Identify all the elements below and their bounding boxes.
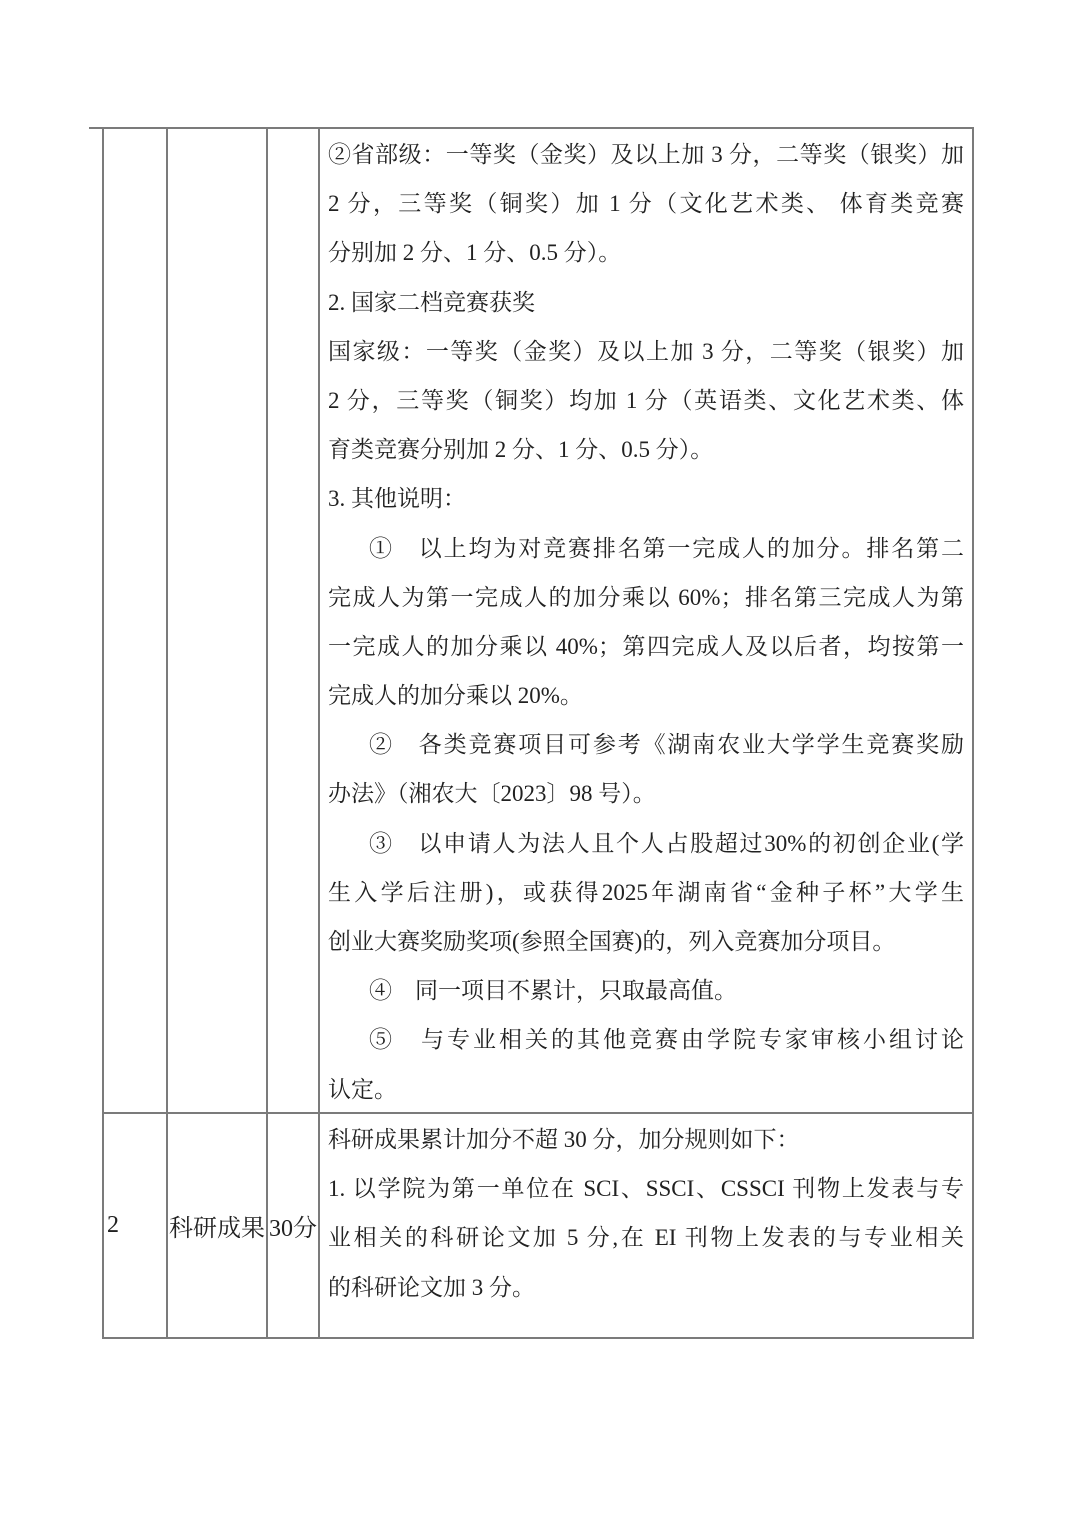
criteria-line: 业相关的科研论文加 5 分,在 EI 刊物上发表的与专业相关 (328, 1225, 964, 1251)
criteria-line: ②省部级：一等奖（金奖）及以上加 3 分，二等奖（银奖）加 (328, 142, 964, 167)
scoring-rules-table (102, 127, 974, 1339)
criteria-line: 创业大赛奖励奖项(参照全国赛)的，列入竞赛加分项目。 (328, 929, 896, 954)
criteria-line: 生入学后注册)，或获得2025年湖南省“金种子杯”大学生 (328, 879, 964, 905)
criteria-line: ① 以上均为对竞赛排名第一完成人的加分。排名第二 (369, 535, 964, 561)
criteria-line: 国家级：一等奖（金奖）及以上加 3 分，二等奖（银奖）加 (328, 338, 964, 364)
points-cell: 30分 (268, 1114, 320, 1337)
criteria-cell (320, 1114, 972, 1337)
category-cell: 科研成果 (168, 1114, 268, 1337)
criteria-line: 认定。 (328, 1076, 397, 1102)
criteria-line: 分别加 2 分、1 分、0.5 分）。 (328, 240, 622, 266)
criteria-line: 一完成人的加分乘以 40%；第四完成人及以后者，均按第一 (328, 633, 964, 659)
criteria-line: 的科研论文加 3 分。 (328, 1274, 535, 1300)
criteria-line: 2 分，三等奖（铜奖）均加 1 分（英语类、文化艺术类、体 (328, 387, 964, 413)
row-number-cell (104, 129, 168, 1114)
criteria-line: 3. 其他说明： (328, 486, 466, 512)
criteria-cell (320, 129, 972, 1114)
category-cell (168, 129, 268, 1114)
criteria-line: 1. 以学院为第一单位在 SCI、SSCI、CSSCI 刊物上发表与专 (328, 1176, 964, 1202)
criteria-line: 育类竞赛分别加 2 分、1 分、0.5 分）。 (328, 437, 714, 463)
criteria-line: ③ 以申请人为法人且个人占股超过30%的初创企业(学 (369, 830, 964, 856)
criteria-line: 办法》（湘农大〔2023〕98 号）。 (328, 781, 656, 807)
row-number-cell: 2 (104, 1114, 168, 1337)
criteria-line: 完成人的加分乘以 20%。 (328, 683, 583, 709)
criteria-line: ④ 同一项目不累计，只取最高值。 (369, 978, 737, 1004)
points-cell (268, 129, 320, 1114)
criteria-line: ② 各类竞赛项目可参考《湖南农业大学学生竞赛奖励 (369, 732, 964, 758)
criteria-line: 2 分，三等奖（铜奖）加 1 分（文化艺术类、 体育类竞赛 (328, 191, 964, 217)
criteria-line: 科研成果累计加分不超 30 分，加分规则如下： (328, 1127, 800, 1152)
criteria-line: 2. 国家二档竞赛获奖 (328, 289, 535, 315)
criteria-line: ⑤ 与专业相关的其他竞赛由学院专家审核小组讨论 (369, 1027, 964, 1053)
criteria-line: 完成人为第一完成人的加分乘以 60%；排名第三完成人为第 (328, 584, 964, 610)
